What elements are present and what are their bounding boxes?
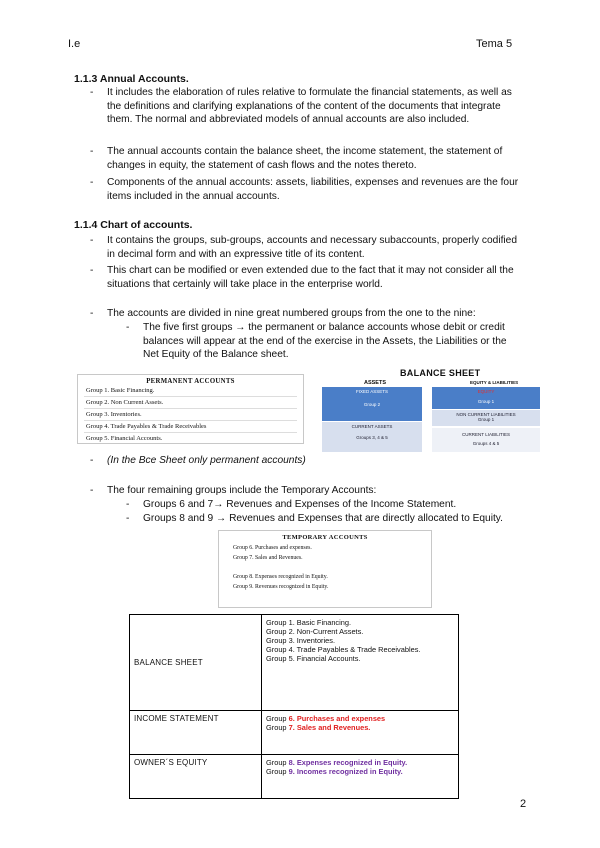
bullet-text: Groups 6 and 7→ Revenues and Expenses of the Income Statement.: [143, 499, 457, 510]
group-6-text: 6. Purchases and expenses: [288, 714, 386, 723]
row-label: BALANCE SHEET: [130, 615, 262, 711]
bullet-text: Components of the annual accounts: assets, liabilities, expenses and revenues are the four items included in the annual accounts.: [107, 177, 519, 202]
page-number: 2: [520, 798, 527, 810]
group-line: Group 5. Financial Accounts.: [86, 435, 163, 442]
group-line: Group 1. Basic Financing.: [266, 618, 352, 627]
group-line: Group 2. Non Current Assets.: [86, 399, 164, 406]
list-item: - Components of the annual accounts: assets, liabilities, expenses and revenues are the four items included in the annual accounts.: [90, 177, 519, 202]
balance-sheet-title: BALANCE SHEET: [400, 368, 481, 378]
group-line: Group 6. Purchases and expenses.: [233, 545, 312, 551]
group-line: Group 2. Non-Current Assets.: [266, 627, 364, 636]
balance-sheet-figure: [320, 368, 540, 452]
bullet-text: The five first groups → the permanent or balance accounts whose debit or credit balances will appear at the end of the exercise in the Assets, the Liabilities or the Net Equity of the Balance sheet.: [143, 322, 507, 360]
row-label: OWNER´S EQUITY: [130, 755, 262, 799]
list-item: - Groups 6 and 7→ Revenues and Expenses of the Income Statement.: [126, 498, 512, 512]
list-item: - The five first groups → the permanent or balance accounts whose debit or credit balances will appear at the end of the exercise in the Assets, the Liabilities or the Net Equity of the Balance sheet.: [126, 321, 512, 362]
bullet-text: The four remaining groups include the Temporary Accounts:: [107, 485, 377, 496]
list-item: - It includes the elaboration of rules relative to formulate the financial statements, as well as the definitions and clarifying explanations of the content of the documents that integrate them. The normal and abbreviated models of annual accounts are also included.: [90, 86, 520, 127]
group-line: Group 3. Inventories.: [266, 636, 336, 645]
list-item: - Groups 8 and 9 → Revenues and Expenses that are directly allocated to Equity.: [126, 512, 512, 526]
equity-block: EQUITY Group 1: [432, 387, 540, 409]
table-row: [130, 711, 459, 755]
table-row: [130, 615, 459, 711]
equity-liabilities-heading: EQUITY & LIABILITIES: [470, 380, 519, 385]
current-assets-block: CURRENT ASSETS Groups 3, 4 & 5: [322, 422, 422, 452]
list-item: - The four remaining groups include the Temporary Accounts:: [90, 484, 520, 498]
bullet-text: The accounts are divided in nine great numbered groups from the one to the nine:: [107, 308, 476, 319]
fixed-assets-block: FIXED ASSETS Group 2: [322, 387, 422, 421]
bullet-text: This chart can be modified or even extended due to the fact that it may not consider all the situations that certainly will take place in the enterprise world.: [107, 265, 514, 290]
list-item: - The accounts are divided in nine great numbered groups from the one to the nine:: [90, 307, 530, 321]
group-line: Group 4. Trade Payables & Trade Receivables.: [266, 645, 421, 654]
group-9-text: 9. Incomes recognized in Equity.: [288, 767, 403, 776]
group-line: Group 3. Inventories.: [86, 411, 142, 418]
row-items: Group 6. Purchases and expenses Group 7. Sales and Revenues.: [262, 711, 459, 755]
permanent-accounts-figure: [77, 374, 304, 444]
section-title-annual-accounts: 1.1.3 Annual Accounts.: [74, 73, 189, 85]
groups-summary-table: [129, 614, 459, 799]
assets-heading: ASSETS: [364, 380, 387, 386]
note-text: (In the Bce Sheet only permanent accounts): [107, 455, 306, 466]
row-items: [262, 615, 459, 711]
temporary-accounts-title: TEMPORARY ACCOUNTS: [282, 534, 368, 541]
group-line: Group 1. Basic Financing.: [86, 387, 155, 394]
group-line: Group 7. Sales and Revenues.: [233, 555, 303, 561]
group-7-text: 7. Sales and Revenues.: [288, 723, 371, 732]
group-line: Group 5. Financial Accounts.: [266, 654, 361, 663]
group-line: Group 4. Trade Payables & Trade Receivables: [86, 423, 207, 430]
current-liabilities-block: CURRENT LIABILITIES Groups 4 & 5: [432, 428, 540, 452]
bullet-text: It includes the elaboration of rules relative to formulate the financial statements, as well as the definitions and clarifying explanations of the content of the documents that integrate them. The normal and abbreviated models of annual accounts are also included.: [107, 87, 512, 125]
group-line: Group 9. Revenues recognized in Equity.: [233, 584, 329, 590]
group-8-text: 8. Expenses recognized in Equity.: [288, 758, 408, 767]
section-title-chart-of-accounts: 1.1.4 Chart of accounts.: [74, 219, 193, 231]
list-item: - It contains the groups, sub-groups, accounts and necessary subaccounts, properly codified in decimal form and with an expressive title of its content.: [90, 234, 520, 261]
permanent-accounts-title: PERMANENT ACCOUNTS: [146, 378, 235, 385]
header-right: Tema 5: [476, 38, 513, 50]
bullet-text: It contains the groups, sub-groups, accounts and necessary subaccounts, properly codified in decimal form and with an expressive title of its content.: [107, 235, 518, 260]
list-item: - This chart can be modified or even extended due to the fact that it may not consider all the situations that certainly will take place in the enterprise world.: [90, 264, 520, 291]
bullet-text: Groups 8 and 9 → Revenues and Expenses that are directly allocated to Equity.: [143, 513, 503, 524]
row-label: INCOME STATEMENT: [130, 711, 262, 755]
non-current-liabilities-block: NON CURRENT LIABILITIES Group 1: [432, 410, 540, 426]
row-items: Group 8. Expenses recognized in Equity. Group 9. Incomes recognized in Equity.: [262, 755, 459, 799]
bullet-text: The annual accounts contain the balance sheet, the income statement, the statement of changes in equity, the statement of cash flows and the notes thereto.: [107, 146, 503, 171]
group-line: Group 8. Expenses recognized in Equity.: [233, 574, 328, 580]
list-item: - The annual accounts contain the balance sheet, the income statement, the statement of changes in equity, the statement of cash flows and the notes thereto.: [90, 145, 520, 172]
header-left: I.e: [68, 38, 81, 50]
list-item: - (In the Bce Sheet only permanent accounts): [90, 454, 490, 468]
table-row: [130, 755, 459, 799]
temporary-accounts-figure: [218, 530, 432, 608]
